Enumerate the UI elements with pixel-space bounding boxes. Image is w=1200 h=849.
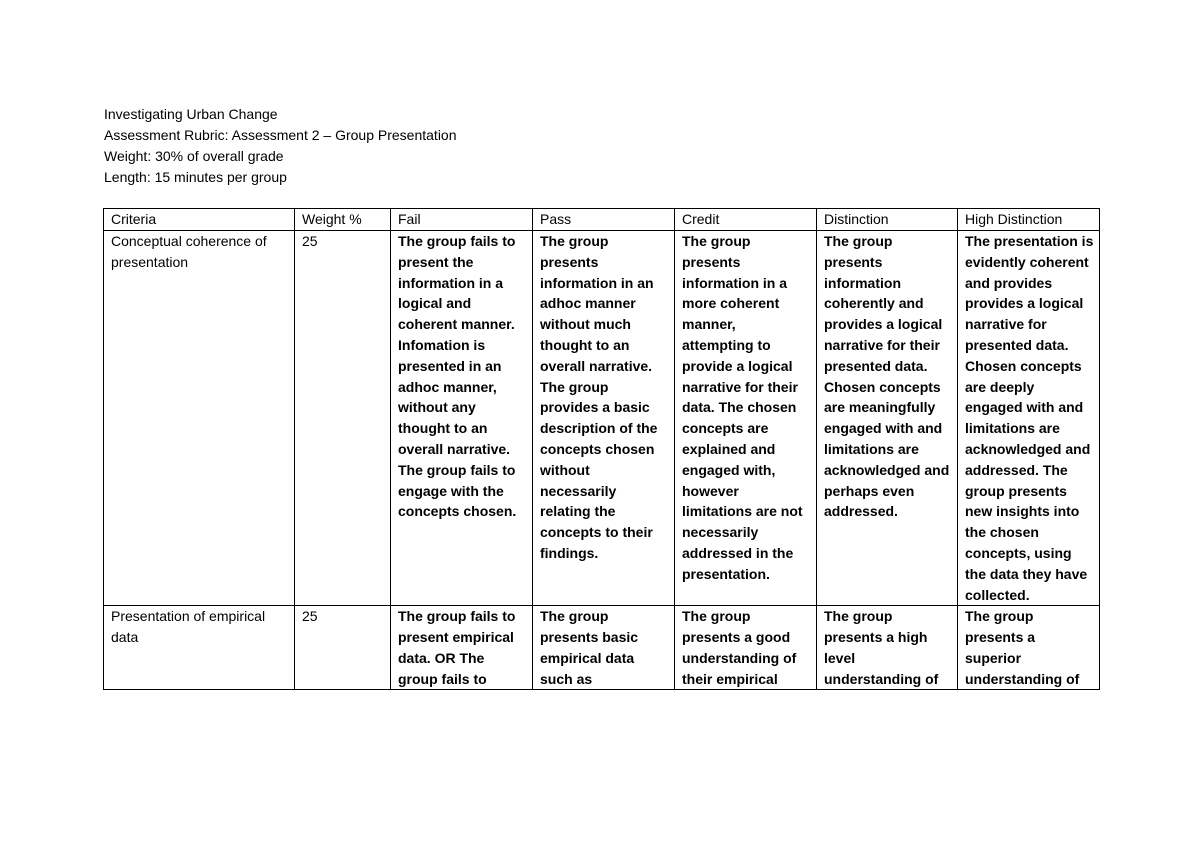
distinction-cell: The group presents a high level understanding of xyxy=(824,608,939,687)
document-header xyxy=(104,104,457,188)
pass-cell-wrapper xyxy=(533,606,675,690)
pass-cell: The group presents basic empirical data such as xyxy=(540,608,639,687)
column-header-weight: Weight % xyxy=(295,209,391,231)
credit-cell: The group presents a good understanding of their empirical xyxy=(682,608,797,687)
fail-cell: The group fails to present empirical data. OR The group fails to xyxy=(398,608,516,687)
table-row xyxy=(104,231,1100,606)
column-header-distinction: Distinction xyxy=(817,209,958,231)
weight-cell: 25 xyxy=(302,608,318,625)
distinction-cell: The group presents information coherently and provides a logical narrative for their presented data. Chosen concepts are meaningfully engaged with and limitations are acknowledged and perhaps even addressed. xyxy=(817,231,958,606)
table-header-row xyxy=(104,209,1100,231)
rubric-title: Assessment Rubric: Assessment 2 – Group Presentation xyxy=(104,127,457,143)
weight-cell-wrapper xyxy=(295,606,391,690)
distinction-cell-wrapper xyxy=(817,606,958,690)
criteria-cell: Presentation of empirical data xyxy=(111,608,266,646)
pass-cell: The group presents information in an adhoc manner without much thought to an overall narrative. The group provides a basic description of the concepts chosen without necessarily relating the concepts to their findings. xyxy=(533,231,675,606)
rubric-table xyxy=(103,208,1100,690)
column-header-pass: Pass xyxy=(533,209,675,231)
length-line: Length: 15 minutes per group xyxy=(104,169,287,185)
column-header-credit: Credit xyxy=(675,209,817,231)
column-header-criteria: Criteria xyxy=(104,209,295,231)
table-row xyxy=(104,606,1100,690)
criteria-cell: Conceptual coherence of presentation xyxy=(104,231,295,606)
high-distinction-cell: The presentation is evidently coherent and provides provides a logical narrative for presented data. Chosen concepts are deeply engaged with and limitations are acknowledged and addressed. The group presents new insights into the chosen concepts, using the data they have collected. xyxy=(958,231,1100,606)
column-header-fail: Fail xyxy=(391,209,533,231)
column-header-high-distinction: High Distinction xyxy=(958,209,1100,231)
credit-cell-wrapper xyxy=(675,606,817,690)
course-title: Investigating Urban Change xyxy=(104,106,278,122)
credit-cell: The group presents information in a more coherent manner, attempting to provide a logical narrative for their data. The chosen concepts are explained and engaged with, however limitations are not necessarily addressed in the presentation. xyxy=(675,231,817,606)
fail-cell-wrapper xyxy=(391,606,533,690)
criteria-cell-wrapper xyxy=(104,606,295,690)
high-distinction-cell-wrapper xyxy=(958,606,1100,690)
fail-cell: The group fails to present the information in a logical and coherent manner. Infomation is presented in an adhoc manner, without any thought to an overall narrative. The group fails to engage with the concepts chosen. xyxy=(391,231,533,606)
high-distinction-cell: The group presents a superior understanding of xyxy=(965,608,1080,687)
weight-cell: 25 xyxy=(295,231,391,606)
weight-line: Weight: 30% of overall grade xyxy=(104,148,284,164)
